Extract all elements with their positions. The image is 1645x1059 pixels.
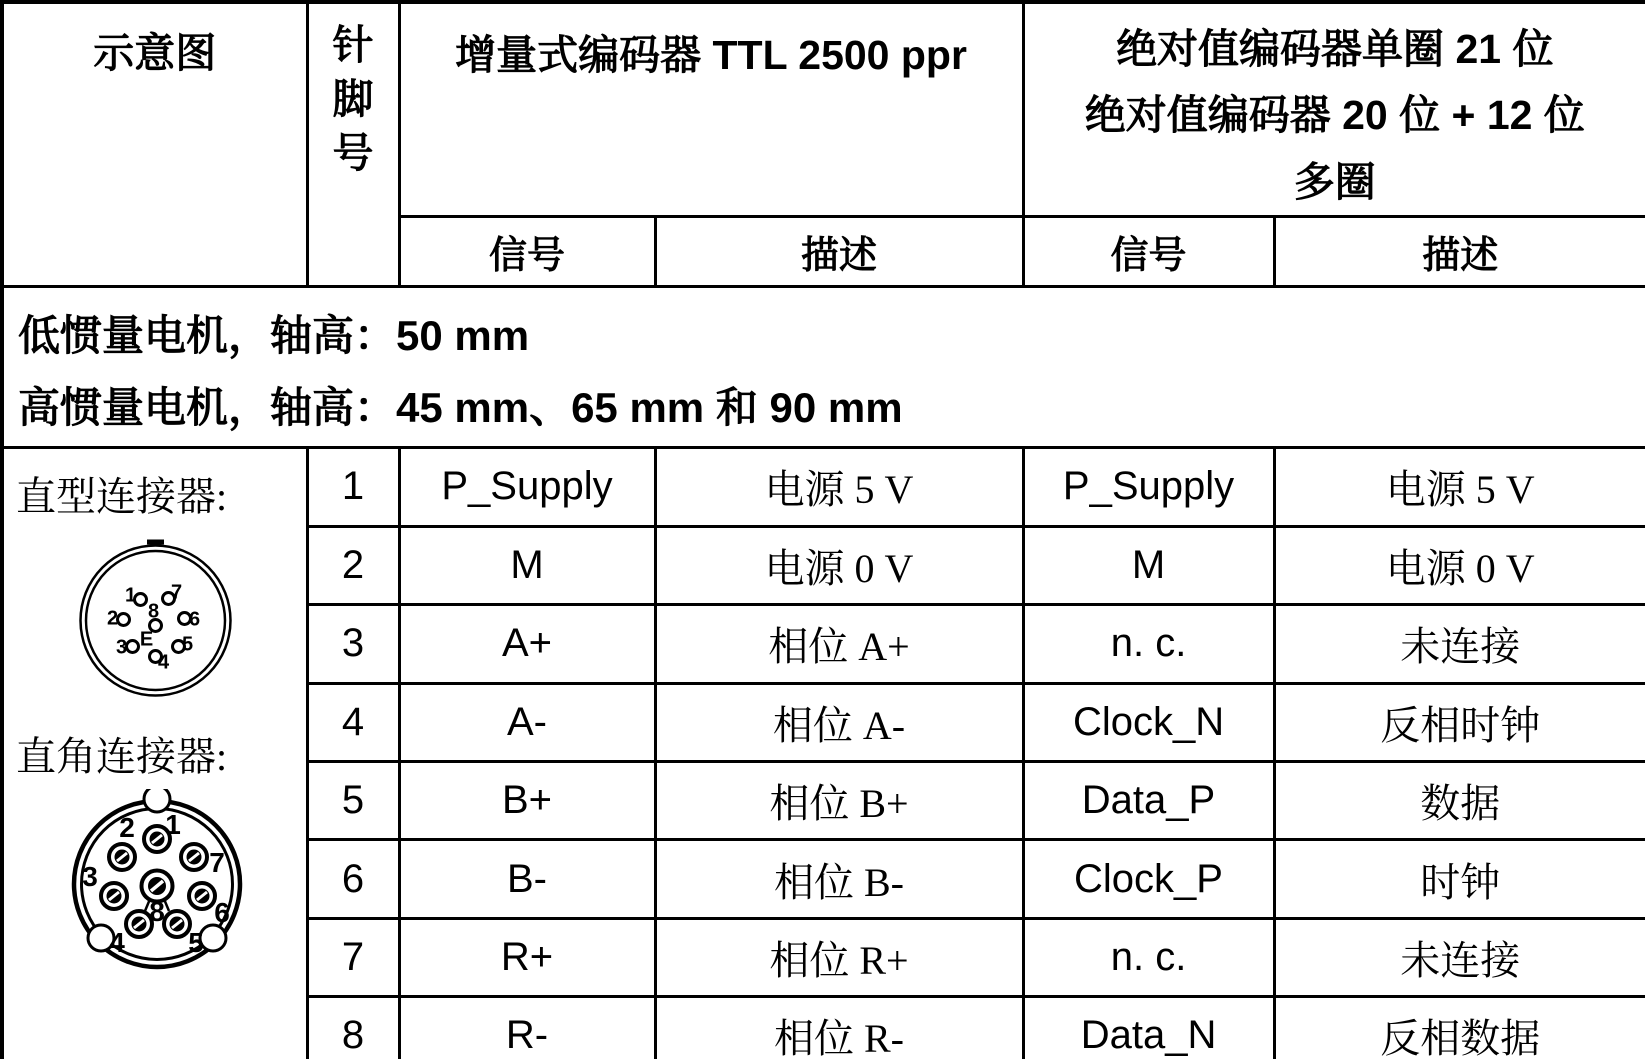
incremental-signal-cell: A- [399,683,655,761]
absolute-description-cell: 反相数据 [1274,997,1645,1059]
absolute-signal-cell: n. c. [1023,605,1274,683]
pin-7-label: 7 [209,847,225,879]
absolute-description-cell: 未连接 [1274,605,1645,683]
incremental-description-header: 描述 [655,217,1023,287]
schematic-column-header: 示意图 [2,2,307,287]
incremental-description-cell: 相位 R+ [655,918,1023,996]
pin-3-label: 3 [115,636,128,659]
incremental-description-cell: 相位 A- [655,683,1023,761]
incremental-signal-cell: R+ [399,918,655,996]
incremental-description-cell: 电源 5 V [655,448,1023,526]
pin-number-cell: 4 [307,683,399,761]
schematic-wrapper [4,449,306,1059]
incremental-signal-header: 信号 [399,217,655,287]
pin-6-label: 6 [188,608,201,631]
pin-6-label: 6 [214,897,230,929]
incremental-description-cell: 电源 0 V [655,526,1023,604]
absolute-signal-cell: Clock_N [1023,683,1274,761]
pin-8-label: 8 [149,896,165,928]
pin-2-label: 2 [106,607,119,630]
pin-number-header-label: 针脚号 [332,22,374,177]
pin-number-cell: 3 [307,605,399,683]
absolute-encoder-header-line2: 绝对值编码器 20 位 + 12 位多圈 [1084,92,1585,205]
pin-number-cell: 7 [307,918,399,996]
pin-4-marker [126,911,152,937]
incremental-signal-cell: B+ [399,761,655,839]
absolute-description-header: 描述 [1274,217,1645,287]
pin-1-label: 1 [124,584,137,607]
bottom-right-notch [200,925,226,951]
absolute-signal-cell: Data_N [1023,997,1274,1059]
pin-number-cell: 1 [307,448,399,526]
incremental-description-cell: 相位 B- [655,840,1023,918]
absolute-encoder-header [1023,2,1645,217]
absolute-signal-cell: Clock_P [1023,840,1274,918]
pin-row [2,448,1645,526]
motor-note-cell [2,287,1645,448]
absolute-signal-header: 信号 [1023,217,1274,287]
straight-connector-label: 直型连接器: [16,474,228,520]
absolute-description-cell: 时钟 [1274,840,1645,918]
pin-6-marker [189,883,215,909]
pin-4-label: 4 [109,927,125,959]
incremental-description-cell: 相位 A+ [655,605,1023,683]
absolute-description-cell: 电源 5 V [1274,448,1645,526]
straight-connector-diagram [68,533,243,708]
pin-3-marker [127,641,139,653]
incremental-description-cell: 相位 R- [655,997,1023,1059]
angled-connector-diagram [62,789,252,979]
absolute-signal-cell: P_Supply [1023,448,1274,526]
incremental-signal-cell: B- [399,840,655,918]
pin-7-marker [181,844,207,870]
absolute-signal-cell: Data_P [1023,761,1274,839]
absolute-signal-cell: M [1023,526,1274,604]
pin-5-label: 5 [188,927,204,959]
header-row-1 [2,2,1645,217]
absolute-description-cell: 数据 [1274,761,1645,839]
pin-5-label: 5 [181,633,194,656]
incremental-signal-cell: A+ [399,605,655,683]
incremental-description-cell: 相位 B+ [655,761,1023,839]
motor-note-line2: 高惯量电机，轴高：45 mm、65 mm 和 90 mm [18,384,903,432]
pin-1-marker [135,594,147,606]
absolute-description-cell: 未连接 [1274,918,1645,996]
pin-3-marker [101,883,127,909]
incremental-encoder-header: 增量式编码器 TTL 2500 ppr [399,2,1023,217]
pin-8-label: 8 [147,600,160,623]
pin-2-label: 2 [119,812,135,844]
absolute-signal-cell: n. c. [1023,918,1274,996]
pin-number-cell: 8 [307,997,399,1059]
pin-3-label: 3 [82,861,98,893]
pin-number-cell: 5 [307,761,399,839]
incremental-signal-cell: M [399,526,655,604]
pin-7-label: 7 [170,581,183,604]
motor-note-line1: 低惯量电机，轴高：50 mm [18,312,530,360]
schematic-cell [2,448,307,1059]
absolute-description-cell: 电源 0 V [1274,526,1645,604]
pin-2-marker [109,844,135,870]
pin-number-column-header [307,2,399,287]
pin-4-label: 4 [157,651,170,674]
motor-note-row [2,287,1645,448]
pin-number-cell: 2 [307,526,399,604]
angled-connector-label: 直角连接器: [16,734,228,780]
absolute-description-cell: 反相时钟 [1274,683,1645,761]
pin-5-marker [164,911,190,937]
absolute-encoder-header-line1: 绝对值编码器单圈 21 位 [1116,26,1554,72]
pin-number-cell: 6 [307,840,399,918]
incremental-signal-cell: P_Supply [399,448,655,526]
incremental-signal-cell: R- [399,997,655,1059]
pin-1-label: 1 [165,809,181,841]
pin-e-label: E [139,628,154,651]
pin-2-marker [118,614,130,626]
